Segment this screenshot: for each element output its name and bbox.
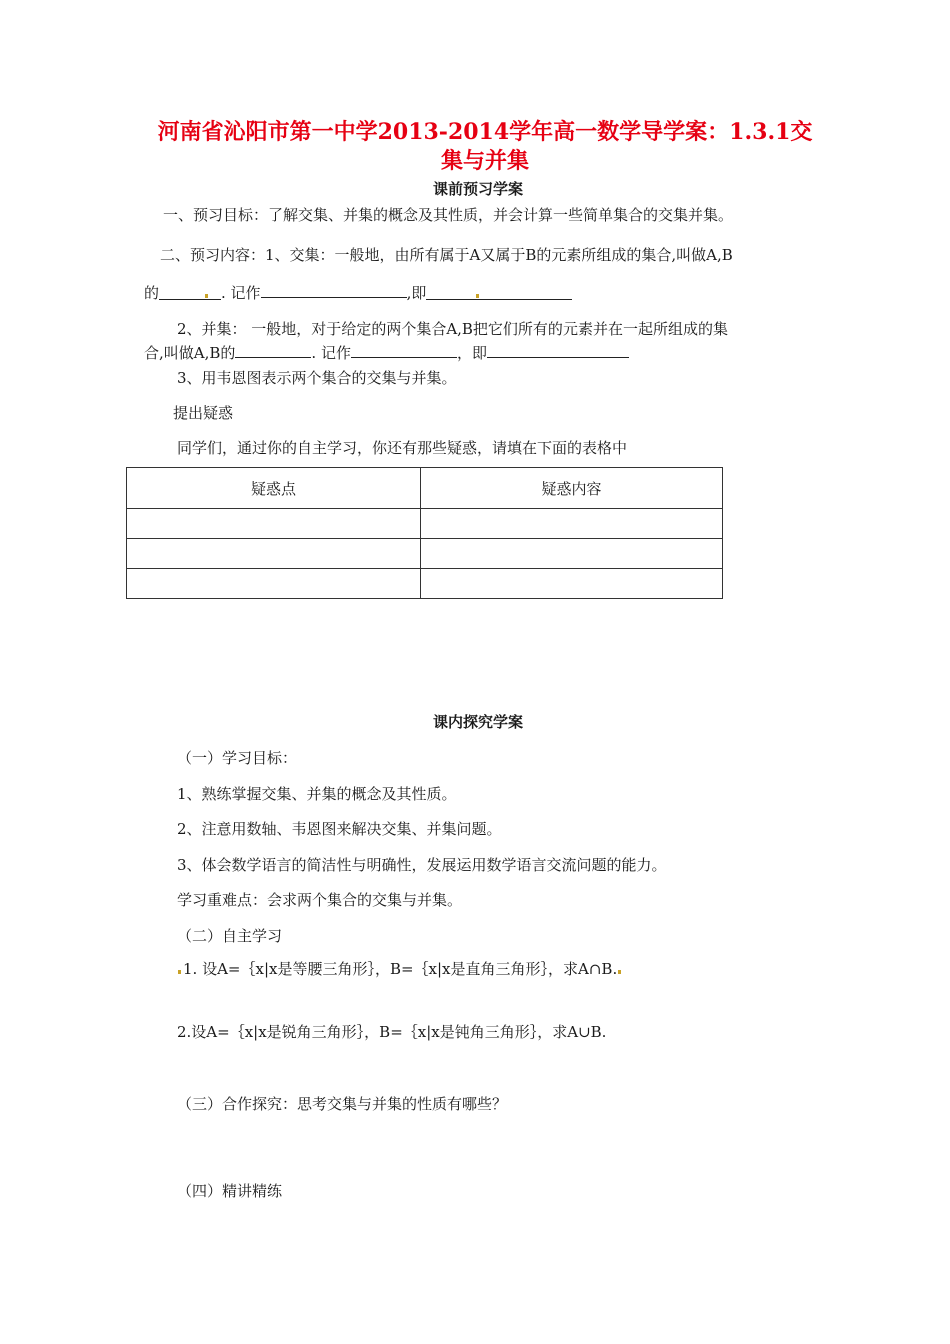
cooperative-inquiry: （三）合作探究：思考交集与并集的性质有哪些？: [177, 1095, 508, 1113]
doubt-title: 提出疑惑: [173, 404, 234, 422]
question-1: [177, 958, 622, 979]
title-line-1: 河南省沁阳市第一中学2013-2014学年高一数学导学案：1.3.1交: [157, 119, 813, 145]
doubt-text: 同学们，通过你的自主学习，你还有那些疑惑，请填在下面的表格中: [177, 439, 628, 457]
blank-union-notation[interactable]: [351, 342, 457, 358]
goal-3: 3、体会数学语言的简洁性与明确性，发展运用数学语言交流问题的能力。: [177, 856, 667, 874]
goal-2: 2、注意用数轴、韦恩图来解决交集、并集问题。: [177, 820, 502, 838]
union-definition: 2、并集： 一般地，对于给定的两个集合A,B把它们所有的元素并在一起所组成的集: [177, 320, 728, 338]
text-union-ji: ，即: [456, 344, 487, 362]
blank-union-set[interactable]: [487, 342, 629, 358]
intersection-blanks-line: [144, 282, 572, 303]
header-doubt-content: 疑惑内容: [421, 468, 723, 509]
table-row: [127, 539, 723, 569]
table-row: [127, 569, 723, 599]
text-de: 的: [144, 284, 160, 302]
text-union-jizuo: . 记作: [311, 344, 351, 362]
table-cell[interactable]: [421, 539, 723, 569]
union-blanks-line: [144, 342, 629, 363]
table-cell[interactable]: [421, 569, 723, 599]
blank-intersection-set[interactable]: [426, 284, 572, 300]
table-row: [127, 509, 723, 539]
question-2: 2.设A=｛x|x是锐角三角形｝，B=｛x|x是钝角三角形｝，求A∪B.: [177, 1023, 607, 1041]
table-cell[interactable]: [127, 509, 421, 539]
practice-text: （四）精讲精练: [177, 1182, 283, 1200]
preview-heading: 课前预习学案: [433, 180, 524, 198]
table-cell[interactable]: [127, 569, 421, 599]
goals-title: （一）学习目标：: [177, 749, 298, 767]
table-cell[interactable]: [127, 539, 421, 569]
doubt-table: [126, 467, 723, 599]
intersection-definition: 二、预习内容：1、交集：一般地，由所有属于A又属于B的元素所组成的集合,叫做A,B: [160, 246, 733, 264]
venn-instruction: 3、用韦恩图表示两个集合的交集与并集。: [177, 369, 457, 387]
preview-goal: 一、预习目标：了解交集、并集的概念及其性质，并会计算一些简单集合的交集并集。: [163, 206, 734, 224]
goal-1: 1、熟练掌握交集、并集的概念及其性质。: [177, 785, 457, 803]
table-header-row: [127, 468, 723, 509]
blank-intersection-name[interactable]: [159, 284, 221, 300]
key-points: 学习重难点：会求两个集合的交集与并集。: [177, 891, 463, 909]
inclass-heading: 课内探究学案: [433, 713, 524, 731]
table-cell[interactable]: [421, 509, 723, 539]
text-ji: ,即: [406, 284, 427, 302]
document-title: [150, 118, 820, 176]
title-line-2: 集与并集: [440, 148, 529, 174]
text-union-name: 合,叫做A,B的: [144, 344, 236, 362]
self-study-title: （二）自主学习: [177, 927, 283, 945]
header-doubt-point: 疑惑点: [127, 468, 421, 509]
question-1-text: 1. 设A=｛x|x是等腰三角形｝，B=｛x|x是直角三角形｝，求A∩B.: [183, 960, 618, 978]
blank-intersection-notation[interactable]: [261, 282, 407, 298]
blank-union-name[interactable]: [235, 342, 311, 358]
text-jizuo: . 记作: [221, 284, 261, 302]
practice-title: [177, 1180, 282, 1201]
